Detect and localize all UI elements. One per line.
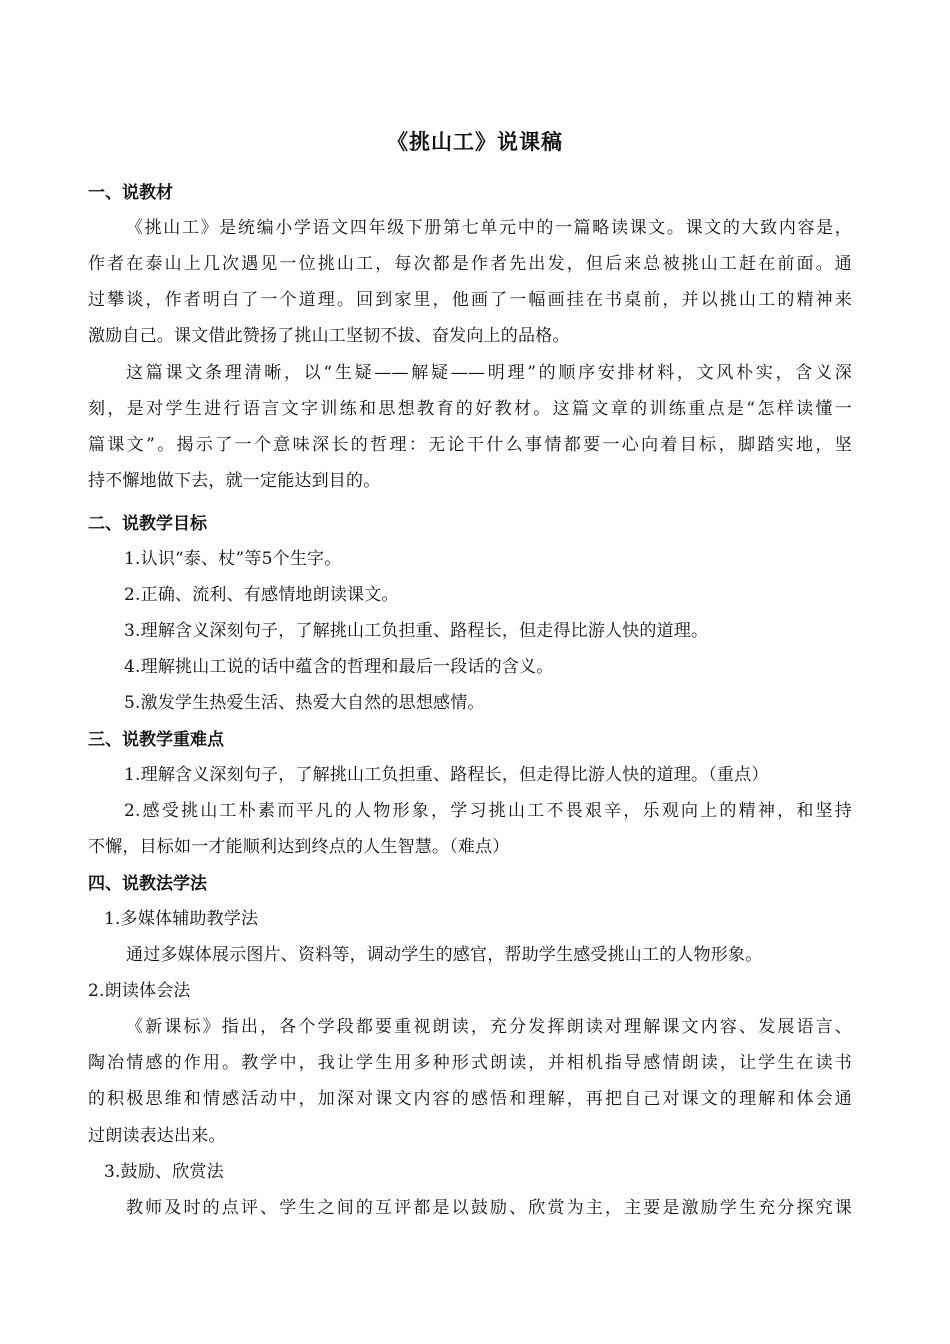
list-item: 4.理解挑山工说的话中蕴含的哲理和最后一段话的含义。 xyxy=(124,657,554,677)
list-item: 2.正确、流利、有感情地朗读课文。 xyxy=(124,585,399,605)
section-heading-1: 一、说教材 xyxy=(88,183,173,203)
paragraph-line: 刻，是对学生进行语言文字训练和思想教育的好教材。这篇文章的训练重点是“怎样读懂一 xyxy=(88,399,852,419)
paragraph-line: 陶冶情感的作用。教学中，我让学生用多种形式朗读，并相机指导感情朗读，让学生在读书 xyxy=(88,1053,852,1073)
paragraph-line: 《挑山工》是统编小学语文四年级下册第七单元中的一篇略读课文。课文的大致内容是， xyxy=(126,218,852,238)
list-item: 2.感受挑山工朴素而平凡的人物形象，学习挑山工不畏艰辛，乐观向上的精神，和坚持 xyxy=(124,801,852,821)
paragraph-line: 教师及时的点评、学生之间的互评都是以鼓励、欣赏为主，主要是激励学生充分探究课 xyxy=(126,1198,852,1218)
paragraph-line: 持不懈地做下去，就一定能达到目的。 xyxy=(88,471,381,491)
paragraph-line: 过朗读表达出来。 xyxy=(88,1126,226,1146)
paragraph-line: 这篇课文条理清晰，以“生疑——解疑——明理”的顺序安排材料，文风朴实，含义深 xyxy=(126,363,852,383)
document-title: 《挑山工》说课稿 xyxy=(387,130,563,154)
subheading: 1.多媒体辅助教学法 xyxy=(104,909,259,929)
subheading: 3.鼓励、欣赏法 xyxy=(104,1162,224,1182)
subheading: 2.朗读体会法 xyxy=(88,981,191,1001)
paragraph-line: 激励自己。课文借此赞扬了挑山工坚韧不拔、奋发向上的品格。 xyxy=(88,326,570,346)
list-item: 1.认识“泰、杖”等5个生字。 xyxy=(124,549,342,569)
paragraph-line: 的积极思维和情感活动中，加深对课文内容的感悟和理解，再把自己对课文的理解和体会通 xyxy=(88,1089,852,1109)
section-heading-3: 三、说教学重难点 xyxy=(88,730,224,750)
paragraph-line: 篇课文”。揭示了一个意味深长的哲理：无论干什么事情都要一心向着目标，脚踏实地，坚 xyxy=(88,435,852,455)
section-heading-2: 二、说教学目标 xyxy=(88,514,207,534)
paragraph-line: 不懈，目标如一才能顺利达到终点的人生智慧。（难点） xyxy=(88,837,510,857)
list-item: 1.理解含义深刻句子，了解挑山工负担重、路程长，但走得比游人快的道理。（重点） xyxy=(124,765,769,785)
list-item: 5.激发学生热爱生活、热爱大自然的思想感情。 xyxy=(124,693,485,713)
paragraph-line: 通过多媒体展示图片、资料等，调动学生的感官，帮助学生感受挑山工的人物形象。 xyxy=(126,945,763,965)
paragraph-line: 《新课标》指出，各个学段都要重视朗读，充分发挥朗读对理解课文内容、发展语言、 xyxy=(126,1017,852,1037)
list-item: 3.理解含义深刻句子，了解挑山工负担重、路程长，但走得比游人快的道理。 xyxy=(124,621,709,641)
paragraph-line: 作者在泰山上几次遇见一位挑山工，每次都是作者先出发，但后来总被挑山工赶在前面。通 xyxy=(88,254,852,274)
section-heading-4: 四、说教法学法 xyxy=(88,874,207,894)
paragraph-line: 过攀谈，作者明白了一个道理。回到家里，他画了一幅画挂在书桌前，并以挑山工的精神来 xyxy=(88,290,852,310)
